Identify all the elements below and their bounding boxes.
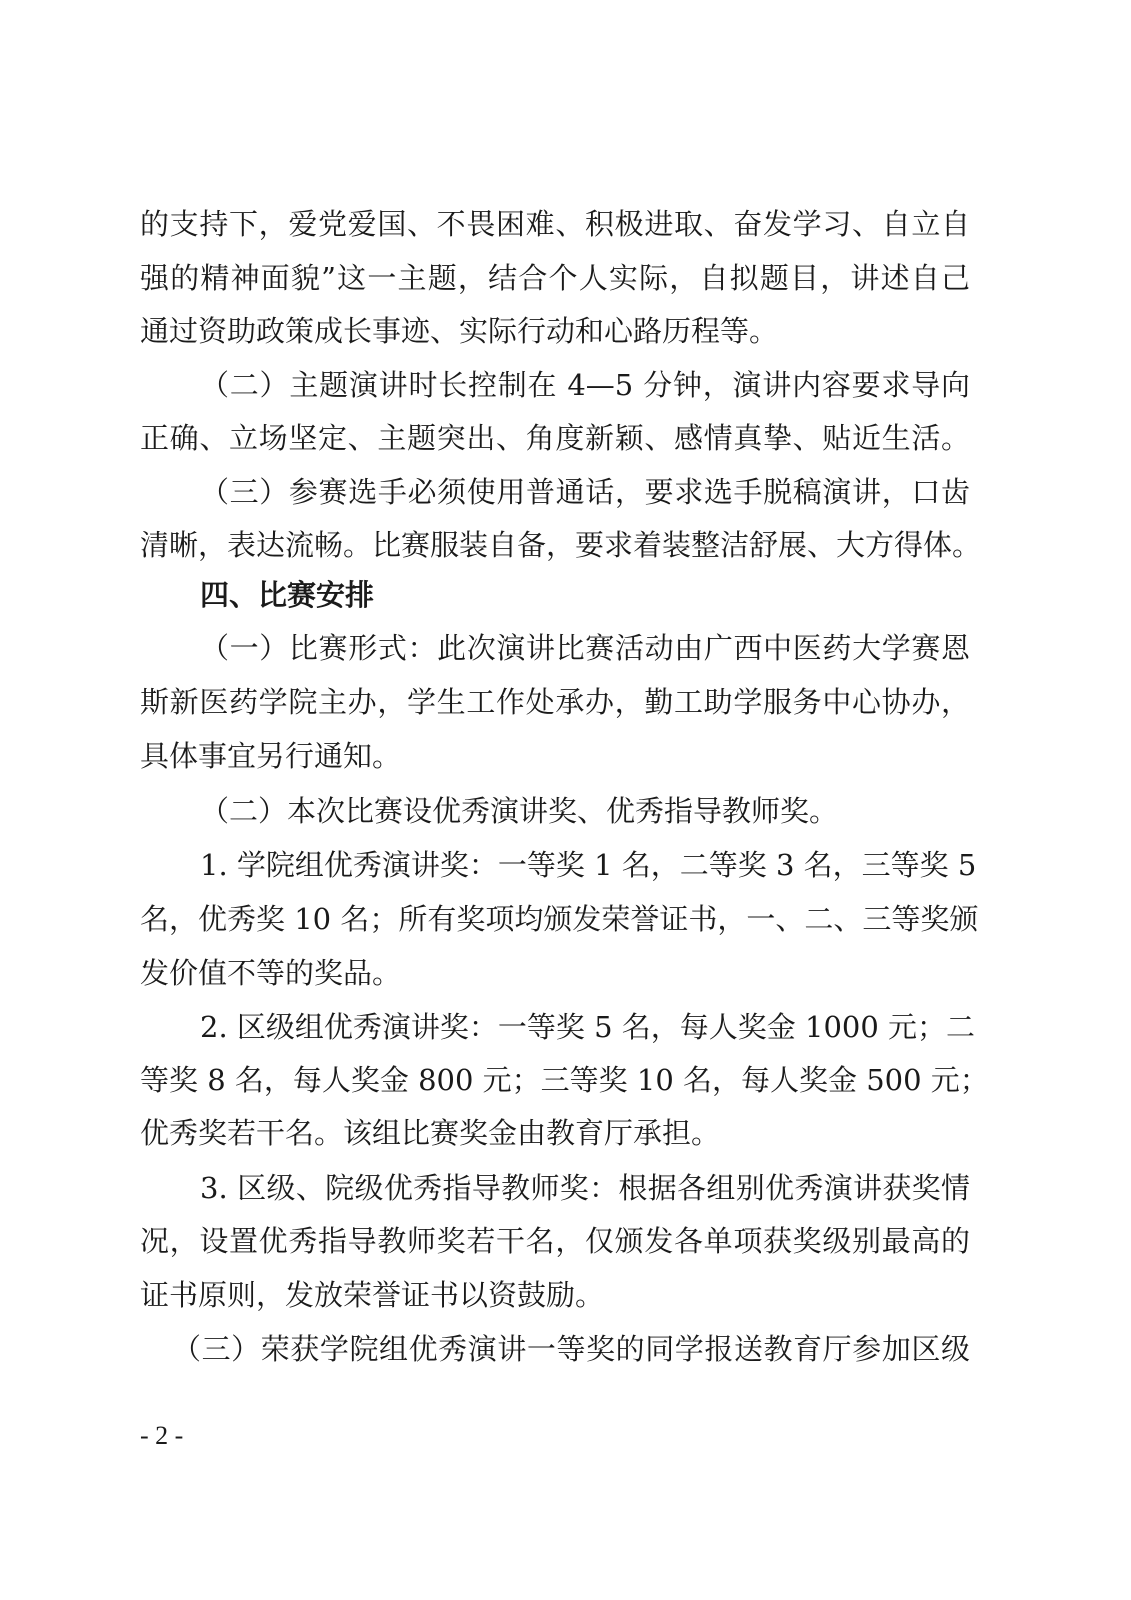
body-line-5: 正确、立场坚定、主题突出、角度新颖、感情真挚、贴近生活。 — [140, 421, 970, 455]
body-line-13: 1. 学院组优秀演讲奖：一等奖 1 名，二等奖 3 名，三等奖 5 — [200, 848, 977, 882]
body-line-18: 优秀奖若干名。该组比赛奖金由教育厅承担。 — [140, 1116, 721, 1150]
body-line-21: 证书原则，发放荣誉证书以资鼓励。 — [140, 1278, 605, 1312]
body-line-22: （三）荣获学院组优秀演讲一等奖的同学报送教育厅参加区级 — [172, 1332, 970, 1366]
body-line-17: 等奖 8 名，每人奖金 800 元；三等奖 10 名，每人奖金 500 元； — [140, 1063, 989, 1097]
body-line-4: （二）主题演讲时长控制在 4—5 分钟，演讲内容要求导向 — [200, 368, 970, 402]
body-line-2: 强的精神面貌”这一主题，结合个人实际，自拟题目，讲述自己 — [140, 261, 970, 295]
page-number: - 2 - — [140, 1421, 184, 1450]
body-line-3: 通过资助政策成长事迹、实际行动和心路历程等。 — [140, 314, 779, 348]
body-line-12: （二）本次比赛设优秀演讲奖、优秀指导教师奖。 — [200, 794, 839, 828]
body-line-7: 清晰，表达流畅。比赛服装自备，要求着装整洁舒展、大方得体。 — [140, 528, 982, 562]
body-line-19: 3. 区级、院级优秀指导教师奖：根据各组别优秀演讲获奖情 — [200, 1171, 970, 1205]
body-line-6: （三）参赛选手必须使用普通话，要求选手脱稿演讲，口齿 — [200, 475, 970, 509]
section-heading: 四、比赛安排 — [200, 578, 375, 612]
body-line-9: （一）比赛形式：此次演讲比赛活动由广西中医药大学赛恩 — [200, 631, 970, 665]
body-line-10: 斯新医药学院主办，学生工作处承办，勤工助学服务中心协办， — [140, 685, 970, 719]
body-line-20: 况，设置优秀指导教师奖若干名，仅颁发各单项获奖级别最高的 — [140, 1224, 970, 1258]
body-line-1: 的支持下，爱党爱国、不畏困难、积极进取、奋发学习、自立自 — [140, 207, 970, 241]
body-line-11: 具体事宜另行通知。 — [140, 739, 402, 773]
body-line-14: 名，优秀奖 10 名；所有奖项均颁发荣誉证书，一、二、三等奖颁 — [140, 902, 979, 936]
body-line-16: 2. 区级组优秀演讲奖：一等奖 5 名，每人奖金 1000 元；二 — [200, 1010, 976, 1044]
body-line-15: 发价值不等的奖品。 — [140, 956, 402, 990]
